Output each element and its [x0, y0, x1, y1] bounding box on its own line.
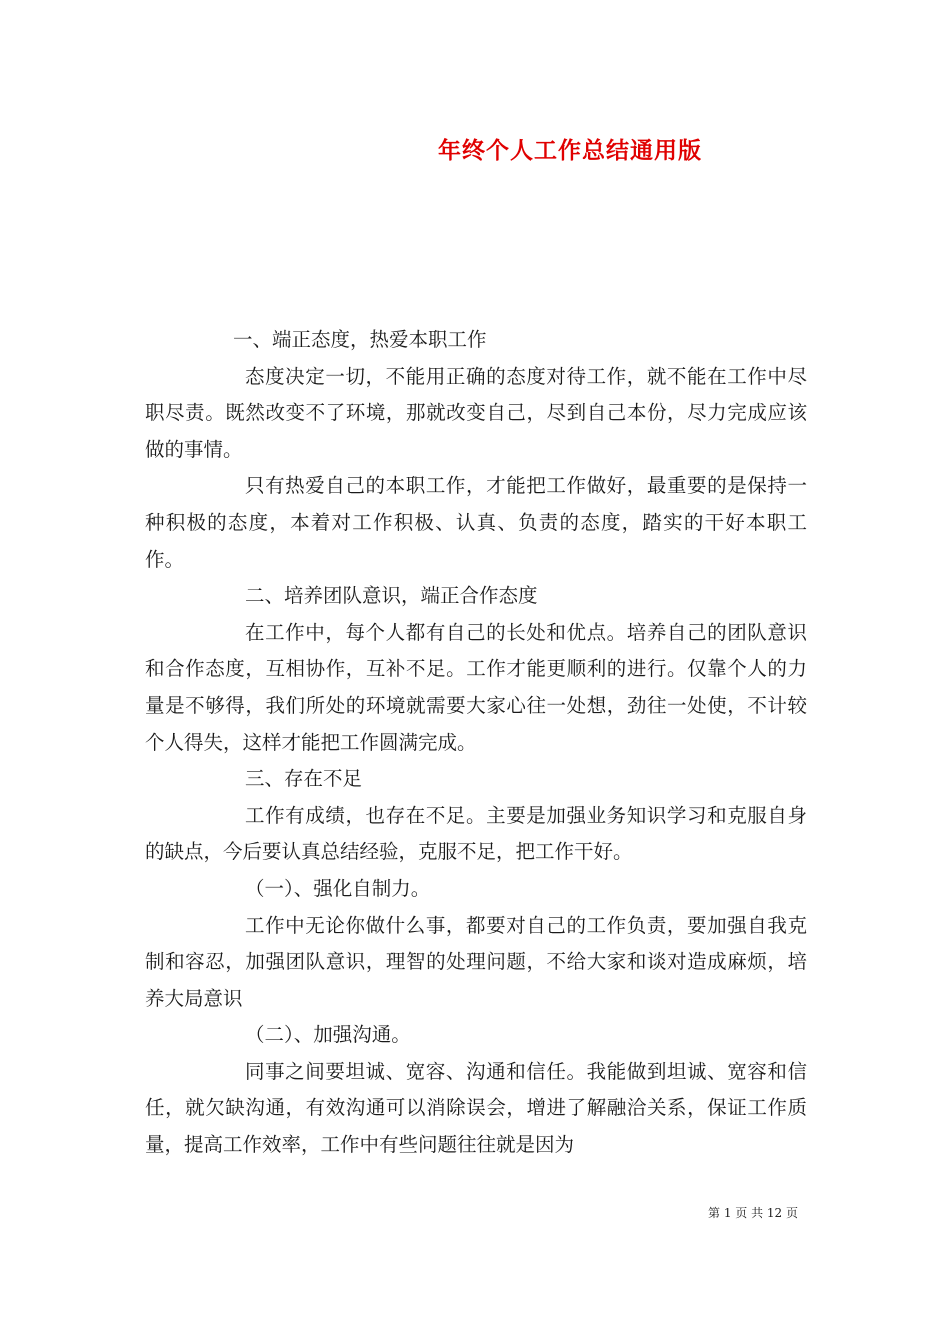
subsection-heading: （二）、加强沟通。 [245, 1023, 411, 1047]
body-paragraph: 同事之间要坦诚、宽容、沟通和信任。我能做到坦诚、宽容和信任，就欠缺沟通，有效沟通可以消除误会，增进了解融洽关系，保证工作质量，提高工作效率，工作中有些问题往往就是因为 [145, 1059, 807, 1157]
section-heading: 一、端正态度，热爱本职工作 [233, 328, 487, 351]
body-paragraph: 态度决定一切，不能用正确的态度对待工作，就不能在工作中尽职尽责。既然改变不了环境，那就改变自己，尽到自己本份，尽力完成应该做的事情。 [145, 364, 807, 461]
document-body [145, 322, 807, 1164]
document-title: 年终个人工作总结通用版 [438, 137, 702, 164]
body-paragraph: 工作有成绩，也存在不足。主要是加强业务知识学习和克服自身的缺点，今后要认真总结经验，克服不足，把工作干好。 [145, 803, 807, 864]
page-number: 第 1 页 共 12 页 [708, 1206, 798, 1220]
section-heading: 二、培养团队意识，端正合作态度 [245, 584, 538, 608]
body-paragraph: 只有热爱自己的本职工作，才能把工作做好，最重要的是保持一种积极的态度，本着对工作积极、认真、负责的态度，踏实的干好本职工作。 [145, 474, 807, 571]
section-heading: 三、存在不足 [245, 767, 363, 791]
body-paragraph: 在工作中，每个人都有自己的长处和优点。培养自己的团队意识和合作态度，互相协作，互补不足。工作才能更顺利的进行。仅靠个人的力量是不够得，我们所处的环境就需要大家心往一处想，劲往一处使，不计较个人得失，这样才能把工作圆满完成。 [145, 620, 807, 754]
subsection-heading: （一）、强化自制力。 [245, 876, 431, 900]
body-paragraph: 工作中无论你做什么事，都要对自己的工作负责，要加强自我克制和容忍，加强团队意识，理智的处理问题，不给大家和谈对造成麻烦，培养大局意识 [145, 913, 807, 1010]
